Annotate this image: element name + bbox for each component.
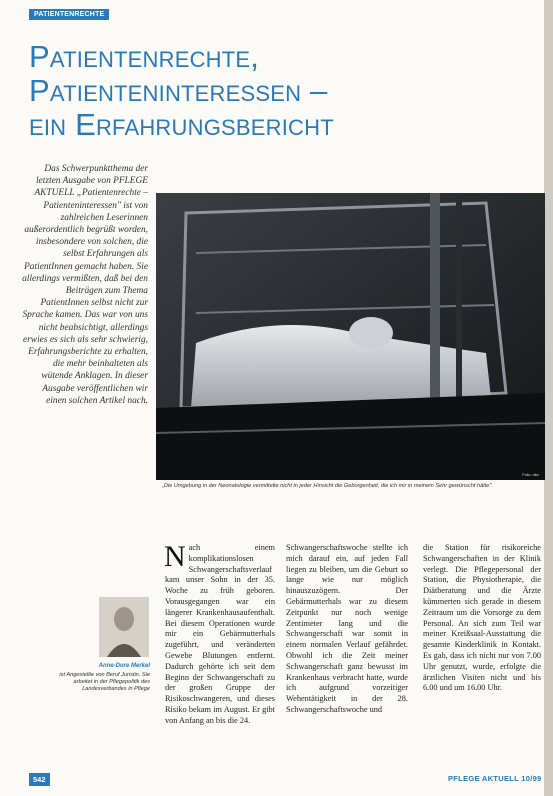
body-column-3 <box>423 543 541 694</box>
column-3-text: die Station für risikoreiche Schwangerschaften in der Klinik verlegt. Die Pflegepersonal der Station, die Physiotherapie, die Diätberatung und die Ärzte kümmerten sich gerade in diesem Zeitraum um die Vorsorge zu dem Personal. An sich zum Teil war meiner Kreißsaal-Ausstattung die gesamte Kinderklinik in Kontakt. Es gab, dass ich nicht nur von 7.00 Uhr genutzt, wurde, erfolgte die ärztlichen Visiten nicht und bis 6.00 und um 16.00 Uhr. <box>423 543 541 693</box>
title-line-1: Patientenrechte, <box>29 39 260 74</box>
drop-cap: N <box>164 540 186 573</box>
section-rubric: PATIENTENRECHTE <box>29 9 109 20</box>
title-line-3: ein Erfahrungsbericht <box>29 107 334 142</box>
magazine-footer: PFLEGE AKTUELL 10/99 <box>448 774 542 783</box>
page-number: 542 <box>29 773 50 786</box>
author-portrait <box>99 597 149 657</box>
body-column-2 <box>286 543 408 716</box>
title-line-2: Patienteninteressen – <box>29 73 328 108</box>
column-1-text: ach einem komplikationslosen Schwangerschaftsverlauf kam unser Sohn in der 35. Woche zu früh geboren. Vorausgegangen war ein längerer Krankenhausaufenthalt. Bei diesem Operationen wurde mir ein Gebärmutterhals zugeführt, und veränderten Gewebe Blutungen entfernt. Dadurch gehörte ich seit dem Beginn der Schwangerschaft zu der großen Gruppe der Risikoschwangeren, und dieses Risiko bekam im August. Er gibt von Anfang an bis die 24. <box>165 543 275 725</box>
article-photo <box>156 193 545 480</box>
article-title <box>29 40 469 142</box>
intro-text: Das Schwerpunktthema der letzten Ausgabe von PFLEGE AKTUELL „Patientenrechte – Patienteninteressen" ist von zahlreichen Leserinnen außerordentlich begrüßt worden, insbesondere von solchen, die selbst Erfahrungen als PatientInnen gemacht haben. Sie allerdings vermißten, daß bei den Beiträgen zum Thema PatientInnen selbst nicht zur Sprache kamen. Das war von uns nicht beabsichtigt, allerdings erwies es sich als sehr schwierig, Erfahrungsberichte zu erhalten, die mehr beinhalteten als wütende Anklagen. In dieser Ausgabe veröffentlichen wir einen solchen Artikel nach. <box>22 164 148 406</box>
author-bio: ist Angestellte von Beruf Juristin. Sie arbeitet in der Pflegepolitik des Landesverbandes in Pflege <box>59 672 150 692</box>
photo-caption: „Die Umgebung in der Neonatologie vermittelte nicht in jeder Hinsicht die Geborgenheit, die ich mir in meinem Sehr gewünscht hätte". <box>162 483 493 489</box>
photo-credit: Foto: dbv <box>522 472 539 477</box>
page-edge-shadow <box>544 0 553 796</box>
portrait-illustration <box>99 597 149 657</box>
body-column-1 <box>164 540 275 727</box>
author-name: Anne-Dore Merkel <box>98 663 150 669</box>
column-2-text: Schwangerschaftswoche stellte ich mich darauf ein, auf jeden Fall liegen zu bleiben, um die Geburt so lange wie nur möglich hinauszuzögern. Der Gebärmutterhals war zu diesem Zeitpunkt nur noch wenige Zentimeter lang und die Schwangerschaft war somit in einem normalen Verlauf gefährdet. Obwohl ich die Zeit meiner Schwangerschaft ganz bewusst im Krankenhaus verbracht hatte, wurde ich aufgrund vorzeitiger Wehentätigkeit in der 28. Schwangerschaftswoche und <box>286 543 408 714</box>
incubator-illustration <box>156 193 545 480</box>
